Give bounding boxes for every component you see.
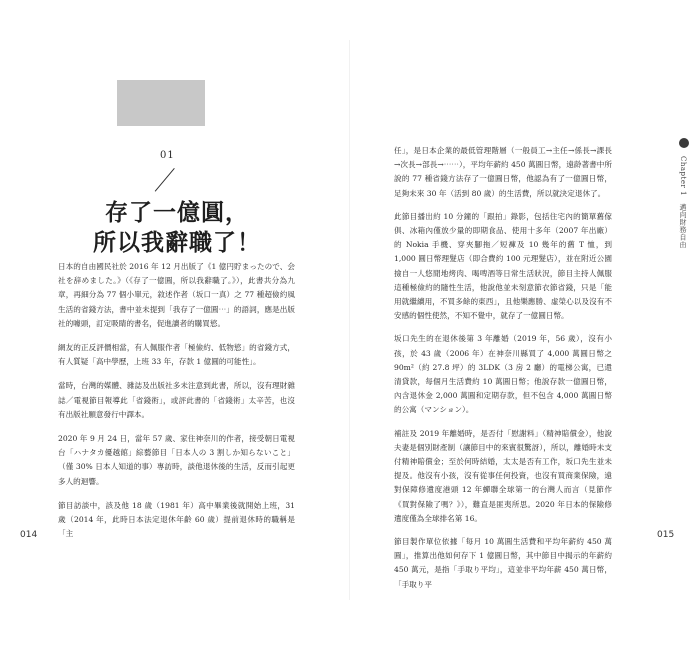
- chapter-heading: [92, 198, 262, 258]
- chapter-image-placeholder: [117, 80, 205, 126]
- paragraph: 節目訪談中，該及他 18 歲（1981 年）高中畢業後就開始上班，31 歲（2014 年，此時日本法定退休年齡 60 歲）提前退休時的職稱是「主: [58, 500, 295, 539]
- heading-line-2: 所以我辭職了！: [93, 229, 261, 256]
- heading-line-1: 存了一億圓，: [105, 199, 249, 226]
- paragraph: 網友的正反評價相當，有人佩服作者「極儉約、低物慾」的省錢方式，有人質疑「高中學歷，上班 33 年，存款 1 億圓的可能性」。: [58, 343, 295, 367]
- chapter-side-tab: [677, 138, 691, 290]
- page-number-left: 014: [20, 530, 38, 540]
- right-body-text: [394, 144, 612, 601]
- paragraph: 2020 年 9 月 24 日，當年 57 歲、家住神奈川的作者，接受朝日電視台「ハナタカ優越館」綜藝節目「日本人の 3 割しか知らないこと」（僅 30% 日本人知道的事）專訪時，談他退休後的生活，反而引起更多人的迴響。: [58, 434, 295, 486]
- left-body-text: [58, 260, 295, 551]
- right-page: [350, 0, 700, 648]
- chapter-number: 01: [160, 150, 175, 161]
- decorative-slash: [155, 168, 175, 192]
- paragraph: 日本的自由國民社於 2016 年 12 月出版了《1 億円貯まったので、会社を辞めました。》（《存了一億圓，所以我辭職了。》），此書共分為九章，再細分為 77 個小單元，敘述作者（坂口一真）之 77 種超儉約風生活的省錢方法，書中並未提到「我存了一億圓⋯」的語詞，應是出版社的噱頭，訂定吸睛的書名，促進讀者的購買慾。: [58, 262, 295, 328]
- page-number-right: 015: [657, 530, 675, 540]
- chapter-bullet-icon: [679, 138, 689, 148]
- paragraph: 此節目播出約 10 分鐘的「跟拍」錄影，包括住宅內的簡單舊傢俱、冰箱內僅放少量的即期食品、使用十多年（2007 年出廠）的 Nokia 手機、穿夾腳拖／短褲及 10 幾年的舊 T 恤，到 1,000 圓日幣理髮店（即合費約 100 元理髮店），並在附近公園撿自一人悠閒地烤肉、喝啤酒等日常生活狀況，節目主持人佩服這種極儉約的隨性生活，他說他並未刻意節衣節省錢，只是「能用就繼續用，不買多餘的東西」，且他樂應勝、虛榮心以及沒有不安感的個性使然，不知不覺中，就存了一億圓日幣。: [394, 211, 612, 321]
- paragraph: 當時，台灣的媒體、雜誌及出版社多未注意到此書，所以，沒有理財雜誌／電視節目報導此「省錢術」，或評此書的「省錢術」太辛苦，也沒有出版社願意發行中譯本。: [58, 381, 295, 419]
- paragraph: 任」，是日本企業的最低管理階層（一般員工→主任→係長→課長→次長→部長→⋯⋯），平均年薪約 450 萬圓日幣，遠龄著書中所說的 77 種省錢方法存了一億圓日幣，他認為有了一億圓日幣，足夠未來 30 年（活到 80 歲）的生活費，所以就決定退休了。: [394, 146, 612, 198]
- paragraph: 補註及 2019 年離婚時，是否付「慰謝料」（精神賠償金），他說夫妻是個別財產制（讓節目中的來賓很驚訝），所以，離婚時未支付精神賠償金；至於何時結婚，太太是否有工作，坂口先生並未提及。他沒有小孩，沒有從事任何投資，也沒有買商業保險，遠對保障修遺度港頭 12 年蟬聯全球第一的台灣人而言（見節作《買對保險了嗎？》），難直是匪夷所思。2020 年日本的保險修遺度僅為全球排名第 16。: [394, 428, 612, 523]
- paragraph: 坂口先生的在退休後第 3 年離婚（2019 年，56 歲），沒有小孩，於 43 歲（2006 年）在神奈川縣買了 4,000 萬圓日幣之 90m²（約 27.8 坪）的 3LDK（3 房 2 廳）的電梯公寓，已還清貸款，每個月生活費約 10 萬圓日幣；他說存款一億圓日幣，內含退休金 2,000 萬圓和定期存款，但不包含 4,000 萬圓日幣的公寓（マンション）。: [394, 334, 612, 415]
- paragraph: 節目製作單位依據「每月 10 萬圓生活費和平均年薪約 450 萬圓」，推算出他如何存下 1 億圓日幣，其中節目中揭示的年薪約 450 萬元，是指「手取り平均」，這並非平均年薪 450 萬日幣，「手取り平: [394, 537, 612, 589]
- chapter-side-label: Chapter 1 邁向財務自由: [679, 156, 687, 249]
